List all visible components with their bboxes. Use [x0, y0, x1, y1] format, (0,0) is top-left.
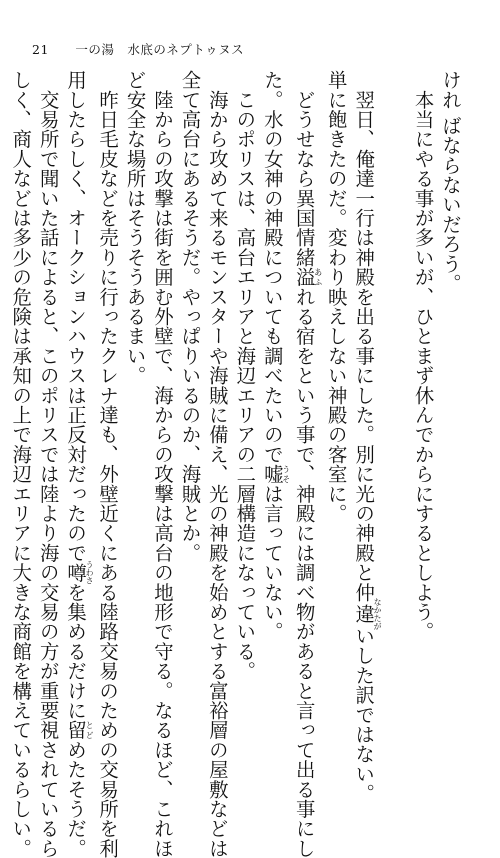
ruby-base: 噂: [64, 560, 88, 585]
text-line: [290, 70, 323, 858]
text-line: [350, 70, 383, 804]
ruby-reading: とど: [85, 720, 95, 740]
ruby-annotation: [292, 267, 323, 287]
ruby-annotation: [260, 464, 291, 484]
text-segment: は言っていない。: [260, 483, 284, 642]
text-line: けれ ばならないだろう。: [439, 70, 462, 294]
text-line: 海から攻めて来るモンスターや海賊に備え、光の神殿を始めとする富裕層の屋敷などは: [205, 70, 229, 858]
ruby-reading: あふ: [313, 267, 323, 287]
text-segment: を集めるだけに: [64, 582, 88, 721]
ruby-reading: うそ: [281, 464, 291, 484]
running-head: [32, 40, 244, 58]
text-segment: 翌日、俺達一行は神殿を出る事にした。別に光の神殿と仲: [352, 70, 376, 602]
ruby-annotation: [64, 560, 95, 585]
text-line: 本当にやる事が多いが、ひとまず休んでからにするとしよう。: [411, 70, 435, 642]
text-segment: た。水の女神の神殿についても調べたいので: [260, 70, 284, 464]
ruby-base: 留: [64, 720, 88, 740]
text-segment: めたそうだ。: [64, 739, 88, 858]
text-line: [62, 70, 95, 858]
vertical-text-body: [9, 70, 464, 858]
ruby-annotation: [64, 720, 95, 740]
ruby-base: 違: [352, 597, 376, 630]
text-line: このポリスは、高台エリアと海辺エリアの二層構造になっている。: [233, 70, 257, 681]
ruby-base: 溢: [292, 267, 316, 287]
text-line: 昨日毛皮などを売りに行ったクレナ達も、外壁近くにある陸路交易のための交易所を利: [96, 70, 120, 858]
text-segment: どうせなら異国情緒: [292, 70, 316, 267]
text-line: [258, 70, 290, 670]
ruby-base: 嘘: [260, 464, 284, 484]
text-segment: いした訳ではない。: [352, 625, 376, 804]
text-line: 全て高台にあるそうだ。やっぱりいるのか、海賊とか。: [178, 70, 202, 563]
text-line: ど安全な場所はそうそうあるまい。: [123, 70, 147, 386]
text-segment: れる宿をという事で、神殿には調べ物があると言って出る事にし: [292, 286, 316, 858]
text-line: 交易所で聞いた話によると、このポリスでは陸より海の交易の方が重要視されているら: [36, 70, 60, 858]
text-line: しく、商人などは多少の危険は承知の上で海辺エリアに大きな商館を構えているらしい。: [9, 70, 33, 858]
ruby-reading: なかたが: [373, 597, 383, 630]
chapter-title: 一の湯 水底のネプトゥヌス: [75, 42, 245, 57]
text-line: 陸からの攻撃は街を囲む外壁で、海からの攻撃は高台の地形で守る。なるほど、これほ: [150, 70, 174, 858]
blank-line: [382, 70, 409, 670]
text-line: 単に飽きたのだ。変わり映えしない神殿の客室に。: [324, 70, 348, 524]
ruby-annotation: [352, 597, 383, 630]
text-segment: 用したらしく、オークションハウスは正反対だったので: [64, 70, 88, 563]
ruby-reading: うわさ: [85, 560, 95, 585]
page-number: 21: [32, 42, 49, 57]
